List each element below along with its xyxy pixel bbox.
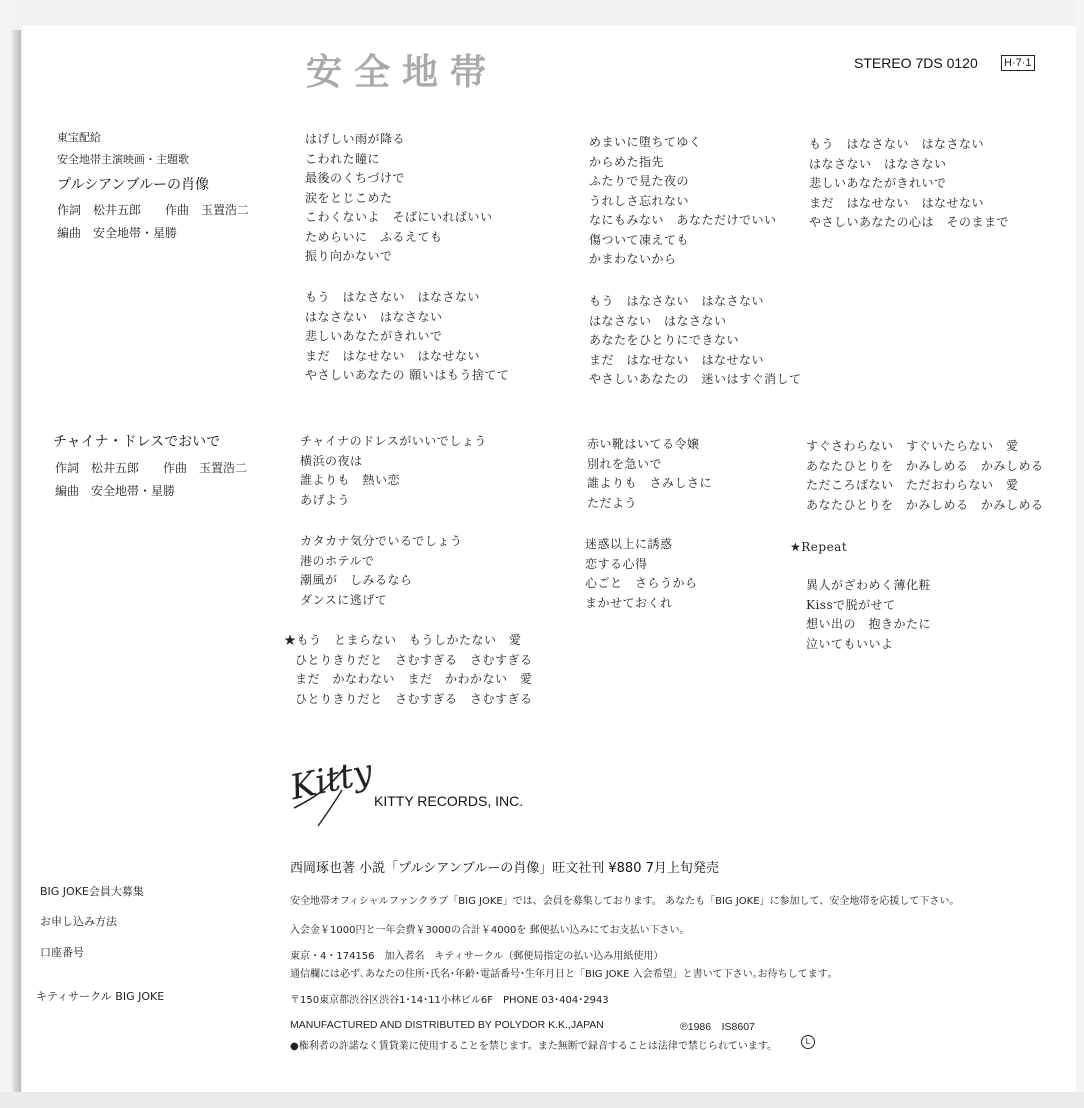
lyric-line: 潮風が しみるなら <box>300 573 413 587</box>
lyric-line: かまわないから <box>589 252 677 266</box>
song2-arrange-credit: 編曲 安全地帯・星勝 <box>55 484 176 498</box>
lyric-line: 想い出の 抱きかたに <box>806 617 932 631</box>
movie-note: 安全地帯主演映画・主題歌 <box>57 153 189 166</box>
song2-verse5 <box>806 576 931 654</box>
lyric-line: 悲しいあなたがきれいで <box>809 176 947 190</box>
lyric-line: ダンスに逃げて <box>300 592 388 607</box>
lyric-line: 横浜の夜は <box>300 453 363 468</box>
lyric-line: まかせておくれ <box>585 595 673 610</box>
song1-verse2 <box>589 133 777 270</box>
song2-chorus2 <box>806 437 1044 515</box>
lyric-line: こわれた瞳に <box>305 151 381 166</box>
lyric-line: 涙をとじこめた <box>305 190 393 205</box>
lyric-line: やさしいあなたの心は そのままで <box>809 215 1010 229</box>
lyric-line: あげよう <box>300 492 351 507</box>
lyric-line: なにもみない あなただけでいい <box>589 213 777 227</box>
song2-lyrics-credit: 作詞 松井五郎 作曲 玉置浩二 <box>55 461 248 475</box>
copyright-code: ℗1986 IS8607 <box>680 1021 755 1033</box>
license-mark: L <box>801 1035 815 1049</box>
lyric-line: あなたをひとりにできない <box>589 333 740 347</box>
lyric-line: 港のホテルで <box>300 553 375 568</box>
lyric-line: 別れを急いで <box>587 456 663 471</box>
lyric-line: まだ はなせない はなせない <box>305 348 481 363</box>
fanclub-instructions: 通信欄には必ず､あなたの住所･氏名･年齢･電話番号･生年月日と「BIG JOKE 入会希望」と書いて下さい｡お待ちしてます｡ <box>290 969 833 980</box>
lyric-line: からめた指先 <box>589 154 665 169</box>
fanclub-name: キティサークル BIG JOKE <box>36 990 165 1003</box>
song2-chorus <box>284 631 533 709</box>
scan-edge-bottom <box>0 1092 1084 1108</box>
lyric-line: あなたひとりを かみしめる かみしめる <box>806 497 1044 512</box>
lyric-line: 最後のくちづけで <box>305 171 405 185</box>
song2-verse2 <box>300 532 462 610</box>
lyric-line: はなさない はなさない <box>809 156 947 171</box>
fanclub-fee: 入会金￥1000円と一年会費￥3000の合計￥4000を 郵便払い込みにてお支払い下さい。 <box>290 925 690 936</box>
song2-verse4 <box>585 535 698 613</box>
lyric-line: ふたりで見た夜の <box>589 174 690 188</box>
label-name: KITTY RECORDS, INC. <box>374 793 524 809</box>
lyric-line: はなさない はなさない <box>589 313 727 328</box>
novel-promo: 西岡琢也著 小説「プルシアンブルーの肖像」旺文社刊 ¥880 7月上旬発売 <box>290 861 719 876</box>
lyric-line: うれしさ忘れない <box>589 193 690 208</box>
band-title: 安全地帯 <box>306 52 499 93</box>
lyric-line: こわくないよ そばにいればいい <box>305 210 493 224</box>
song1-chorus3 <box>809 135 1009 233</box>
lyric-line: 恋する心得 <box>585 556 648 571</box>
lyric-line: ただよう <box>587 495 638 510</box>
catalog-number: STEREO 7DS 0120 <box>854 55 978 71</box>
lyric-line: ためらいに ふるえても <box>305 229 443 244</box>
song1-verse1 <box>305 130 493 267</box>
lyric-line: 迷惑以上に誘惑 <box>585 537 673 551</box>
lyric-line: やさしいあなたの 願いはもう捨てて <box>305 368 510 382</box>
lyric-line: あなたひとりを かみしめる かみしめる <box>806 458 1044 473</box>
manufacturer-credit: MANUFACTURED AND DISTRIBUTED BY POLYDOR K.K.,JAPAN <box>290 1019 604 1031</box>
kitty-logo: Kitty <box>286 751 377 809</box>
song2-verse3 <box>587 435 712 513</box>
account-number-label: 口座番号 <box>40 946 84 959</box>
lyric-line: ひとりきりだと さむすぎる さむすぎる <box>295 652 533 667</box>
lyric-line: 振り向かないで <box>305 249 393 263</box>
lyric-line: ひとりきりだと さむすぎる さむすぎる <box>295 691 533 706</box>
song2-verse1 <box>300 432 487 510</box>
lyric-line: まだ はなせない はなせない <box>589 352 765 367</box>
fanclub-account: 東京・4・174156 加入者名 キティサークル（郵便局指定の払い込み用紙使用） <box>290 951 664 962</box>
fanclub-address: 〒150東京都渋谷区渋谷1･14･11小林ビル6F PHONE 03･404･2943 <box>290 995 609 1006</box>
lyric-line: 悲しいあなたがきれいで <box>305 329 443 343</box>
scan-edge-right <box>1076 0 1084 1108</box>
song1-chorus2 <box>589 292 802 390</box>
repeat-mark: ★Repeat <box>790 540 848 554</box>
lyric-line: チャイナのドレスがいいでしょう <box>300 434 487 448</box>
song2-title: チャイナ・ドレスでおいで <box>53 434 221 450</box>
catalog-mark: H·7·1 <box>1001 55 1035 71</box>
lyric-line: カタカナ気分でいるでしょう <box>300 534 463 548</box>
fanclub-heading: BIG JOKE会員大募集 <box>40 885 144 898</box>
lyric-line: 心ごと さらうから <box>585 576 698 590</box>
scan-edge-shadow <box>12 30 21 1100</box>
distribution-credit: 東宝配給 <box>57 131 101 144</box>
lyric-line: 傷ついて凍えても <box>589 232 690 247</box>
lyric-line: ただころばない ただおわらない 愛 <box>806 478 1019 492</box>
application-method-label: お申し込み方法 <box>40 915 117 928</box>
lyric-line: 泣いてもいいよ <box>806 636 894 651</box>
scan-edge-top <box>0 0 1084 26</box>
lyric-line: まだ かなわない まだ かわかない 愛 <box>295 672 533 686</box>
lyric-line: すぐさわらない すぐいたらない 愛 <box>806 439 1019 453</box>
lyric-line: もう はなさない はなさない <box>809 137 985 151</box>
lyric-line: もう はなさない はなさない <box>589 294 765 308</box>
fanclub-intro: 安全地帯オフィシャルファンクラブ「BIG JOKE」では、会員を募集しております。 あなたも「BIG JOKE」に参加して、安全地帯を応援して下さい。 <box>290 896 960 907</box>
rights-notice: ●権利者の許諾なく賃貸業に使用することを禁じます。また無断で録音することは法律で禁じられています。 <box>290 1041 778 1052</box>
lyric-line: めまいに堕ちてゆく <box>589 135 702 149</box>
lyric-line: Kissで脱がせて <box>806 597 896 612</box>
lyric-line: はなさない はなさない <box>305 309 443 324</box>
song1-chorus1 <box>305 288 509 386</box>
lyric-line: はげしい雨が降る <box>305 132 406 146</box>
song1-lyrics-credit: 作詞 松井五郎 作曲 玉置浩二 <box>57 203 250 217</box>
lyric-line: まだ はなせない はなせない <box>809 195 985 210</box>
lyric-line: 異人がざわめく薄化粧 <box>806 578 932 592</box>
lyric-line: 赤い靴はいてる令嬢 <box>587 437 700 451</box>
song1-arrange-credit: 編曲 安全地帯・星勝 <box>57 226 178 240</box>
lyric-line: 誰よりも さみしさに <box>587 476 713 490</box>
lyric-line: やさしいあなたの 迷いはすぐ消して <box>589 372 802 386</box>
lyric-line: もう はなさない はなさない <box>305 290 481 304</box>
lyric-line: 誰よりも 熱い恋 <box>300 473 401 487</box>
song1-title: プルシアンブルーの肖像 <box>57 177 209 193</box>
lyric-line: ★もう とまらない もうしかたない 愛 <box>284 633 522 647</box>
